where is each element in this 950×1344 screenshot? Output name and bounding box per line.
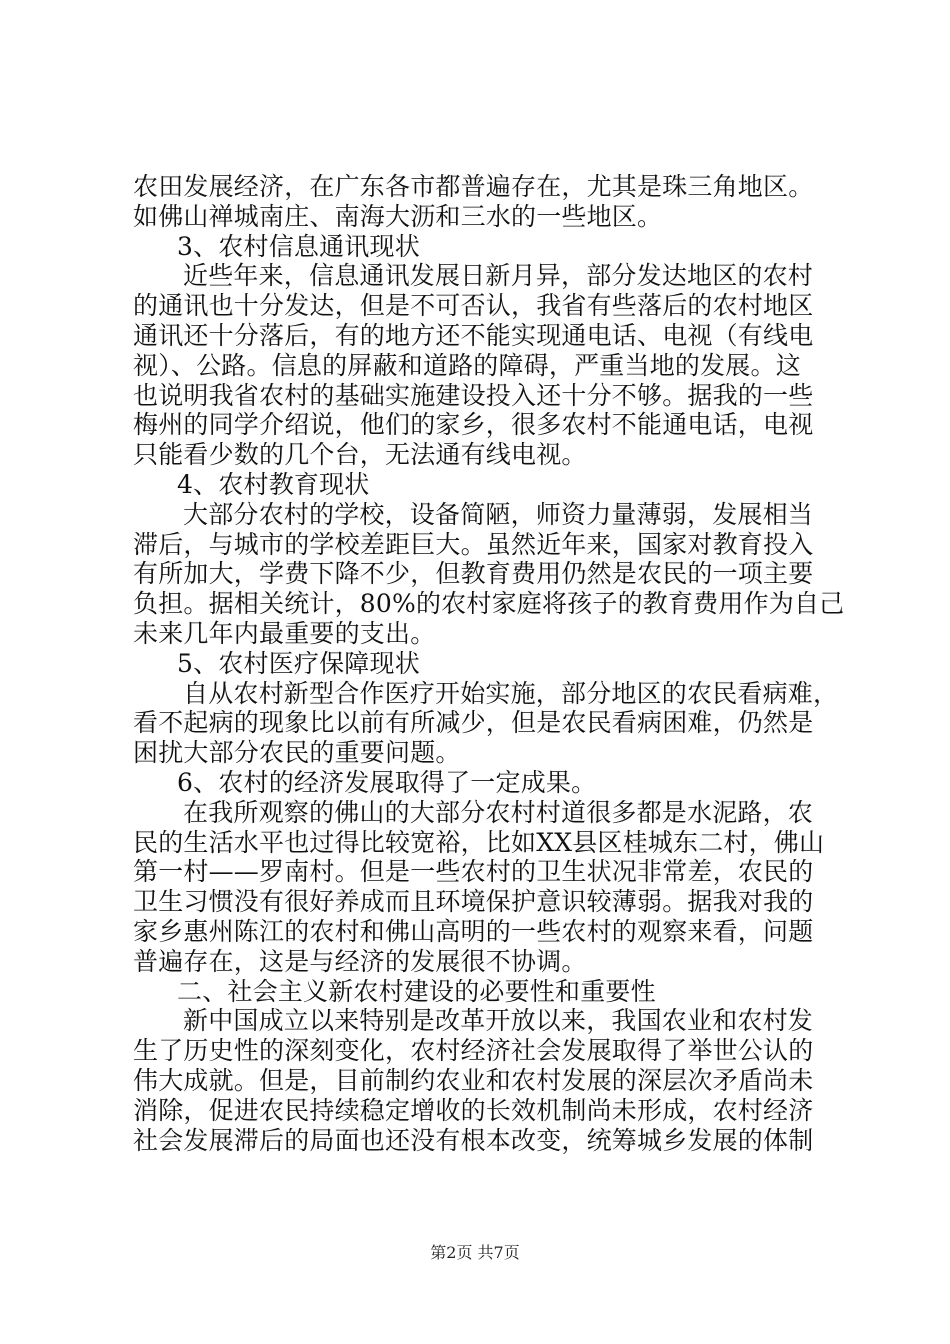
body-text-line: 的通讯也十分发达，但是不可否认，我省有些落后的农村地区: [133, 291, 814, 321]
body-text-line: 未来几年内最重要的支出。: [133, 618, 436, 648]
body-text-line: 也说明我省农村的基础实施建设投入还十分不够。据我的一些: [133, 380, 814, 410]
body-text-line: 滞后，与城市的学校差距巨大。虽然近年来，国家对教育投入: [133, 529, 814, 559]
body-text-line: 普遍存在，这是与经济的发展很不协调。: [133, 946, 587, 976]
body-text-line: 近些年来，信息通讯发展日新月异，部分发达地区的农村: [183, 261, 814, 291]
section-heading-line: 3、农村信息通讯现状: [177, 231, 420, 261]
body-text-line: 新中国成立以来特别是改革开放以来，我国农业和农村发: [183, 1006, 814, 1036]
body-text-line: 负担。据相关统计，80%的农村家庭将孩子的教育费用作为自己: [133, 589, 845, 619]
page-footer: 第2页 共7页: [430, 1243, 520, 1262]
body-text-line: 社会发展滞后的局面也还没有根本改变，统筹城乡发展的体制: [133, 1125, 814, 1155]
body-text-line: 农田发展经济，在广东各市都普遍存在，尤其是珠三角地区。: [133, 172, 814, 201]
body-text-line: 卫生习惯没有很好养成而且环境保护意识较薄弱。据我对我的: [133, 887, 814, 917]
body-text-line: 第一村——罗南村。但是一些农村的卫生状况非常差，农民的: [133, 857, 814, 887]
body-text-line: 视）、公路。信息的屏蔽和道路的障碍，严重当地的发展。这: [133, 350, 801, 380]
body-text-line: 在我所观察的佛山的大部分农村村道很多都是水泥路，农: [183, 797, 814, 827]
body-text-line: 如佛山禅城南庄、南海大沥和三水的一些地区。: [133, 201, 663, 231]
body-text-line: 困扰大部分农民的重要问题。: [133, 738, 461, 768]
section-heading-line: 5、农村医疗保障现状: [177, 648, 420, 678]
body-text-line: 有所加大，学费下降不少，但教育费用仍然是农民的一项主要: [133, 559, 814, 589]
body-text-line: 看不起病的现象比以前有所减少，但是农民看病困难，仍然是: [133, 708, 814, 738]
body-text-line: 梅州的同学介绍说，他们的家乡，很多农村不能通电话，电视: [133, 410, 814, 440]
body-text-line: 自从农村新型合作医疗开始实施，部分地区的农民看病难，: [183, 678, 839, 708]
body-text-line: 只能看少数的几个台，无法通有线电视。: [133, 440, 587, 470]
body-text-line: 通讯还十分落后，有的地方还不能实现通电话、电视（有线电: [133, 320, 814, 350]
body-text-line: 消除，促进农民持续稳定增收的长效机制尚未形成，农村经济: [133, 1095, 814, 1125]
section-heading-line: 二、社会主义新农村建设的必要性和重要性: [177, 976, 656, 1006]
body-text-line: 大部分农村的学校，设备简陋，师资力量薄弱，发展相当: [183, 499, 814, 529]
document-body: [133, 172, 845, 1155]
body-text-line: 民的生活水平也过得比较宽裕，比如XX县区桂城东二村，佛山: [133, 827, 825, 857]
body-text-line: 生了历史性的深刻变化，农村经济社会发展取得了举世公认的: [133, 1036, 814, 1066]
section-heading-line: 6、农村的经济发展取得了一定成果。: [177, 767, 597, 797]
body-text-line: 伟大成就。但是，目前制约农业和农村发展的深层次矛盾尚未: [133, 1065, 814, 1095]
body-text-line: 家乡惠州陈江的农村和佛山高明的一些农村的观察来看，问题: [133, 916, 814, 946]
section-heading-line: 4、农村教育现状: [177, 469, 370, 499]
